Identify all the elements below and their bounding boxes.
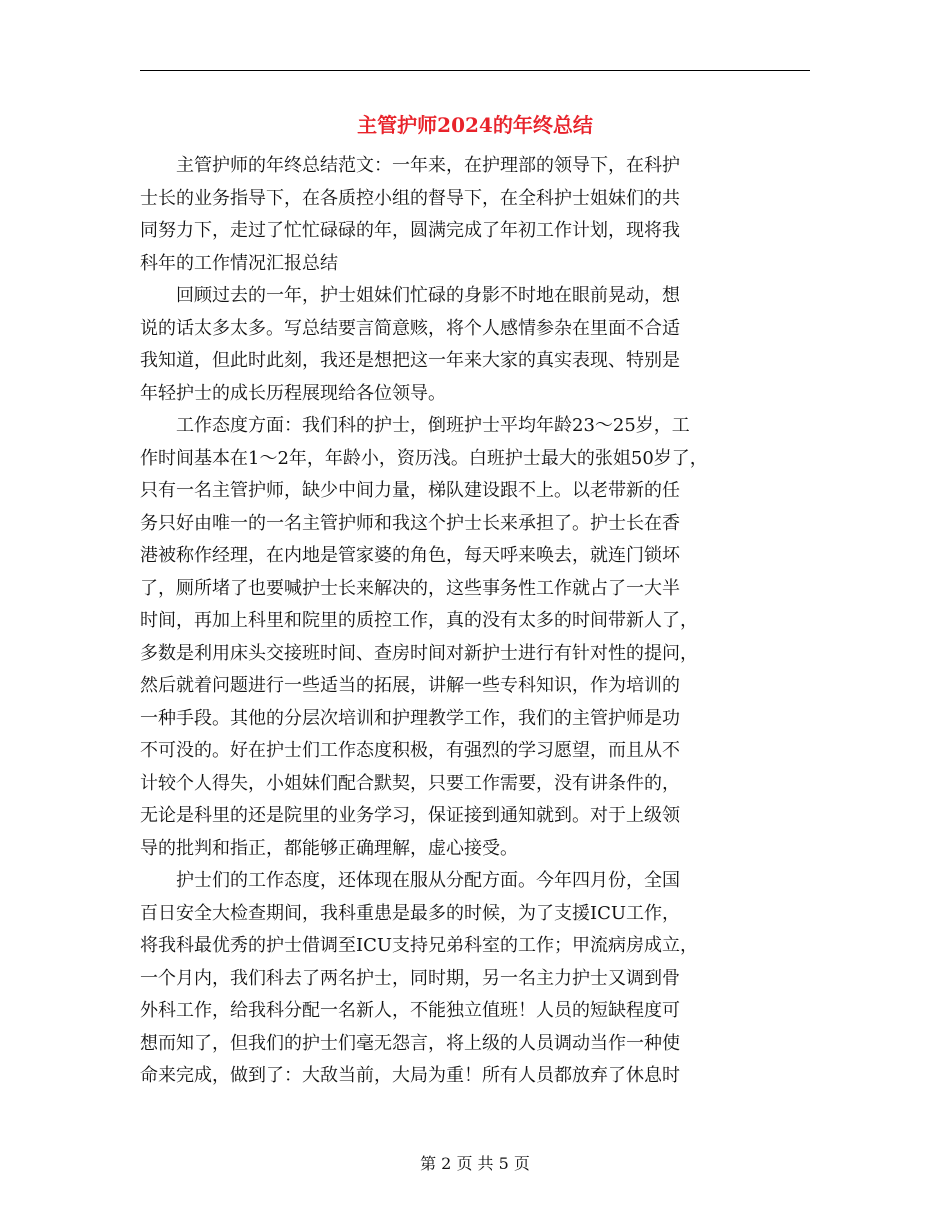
body-line: 工作态度方面：我们科的护士，倒班护士平均年龄23～25岁，工 xyxy=(140,415,690,436)
body-line: 务只好由唯一的一名主管护师和我这个护士长来承担了。护士长在香 xyxy=(140,512,680,534)
body-line: 时间，再加上科里和院里的质控工作，真的没有太多的时间带新人了， xyxy=(140,610,698,631)
body-line: 百日安全大检查期间，我科重患是最多的时候，为了支援ICU工作， xyxy=(140,902,681,924)
body-line: 一种手段。其他的分层次培训和护理教学工作，我们的主管护师是功 xyxy=(140,707,680,729)
body-line: 护士们的工作态度，还体现在服从分配方面。今年四月份，全国 xyxy=(140,870,680,891)
body-line: 只有一名主管护师，缺少中间力量，梯队建设跟不上。以老带新的任 xyxy=(140,480,680,501)
body-line: 不可没的。好在护士们工作态度积极，有强烈的学习愿望，而且从不 xyxy=(140,740,680,761)
body-line: 港被称作经理，在内地是管家婆的角色，每天呼来唤去，就连门锁坏 xyxy=(140,545,680,566)
body-line: 多数是利用床头交接班时间、查房时间对新护士进行有针对性的提问， xyxy=(140,642,698,664)
body-line: 导的批判和指正，都能够正确理解，虚心接受。 xyxy=(140,837,518,859)
body-line: 科年的工作情况汇报总结 xyxy=(140,252,338,274)
body-line: 我知道，但此时此刻，我还是想把这一年来大家的真实表现、特别是 xyxy=(140,350,680,371)
body-line: 士长的业务指导下，在各质控小组的督导下，在全科护士姐妹们的共 xyxy=(140,187,680,209)
body-line: 想而知了，但我们的护士们毫无怨言，将上级的人员调动当作一种使 xyxy=(140,1032,680,1054)
body-line: 作时间基本在1～2年，年龄小，资历浅。白班护士最大的张姐50岁了， xyxy=(140,447,708,469)
body-line: 命来完成，做到了：大敌当前，大局为重！所有人员都放弃了休息时 xyxy=(140,1065,680,1086)
body-line: 年轻护士的成长历程展现给各位领导。 xyxy=(140,382,446,404)
body-line: 主管护师的年终总结范文：一年来，在护理部的领导下，在科护 xyxy=(140,155,680,176)
body-line: 计较个人得失，小姐妹们配合默契，只要工作需要，没有讲条件的， xyxy=(140,772,680,794)
body-line: 然后就着问题进行一些适当的拓展，讲解一些专科知识，作为培训的 xyxy=(140,675,680,696)
document-title: 主管护师2024的年终总结 xyxy=(357,113,593,137)
header-rule xyxy=(140,70,810,71)
body-line: 同努力下，走过了忙忙碌碌的年，圆满完成了年初工作计划，现将我 xyxy=(140,220,680,241)
body-line: 一个月内，我们科去了两名护士，同时期，另一名主力护士又调到骨 xyxy=(140,967,680,989)
body-line: 无论是科里的还是院里的业务学习，保证接到通知就到。对于上级领 xyxy=(140,805,680,826)
body-line: 回顾过去的一年，护士姐妹们忙碌的身影不时地在眼前晃动，想 xyxy=(140,285,680,306)
body-line: 了，厕所堵了也要喊护士长来解决的，这些事务性工作就占了一大半 xyxy=(140,577,680,599)
body-line: 外科工作，给我科分配一名新人，不能独立值班！人员的短缺程度可 xyxy=(140,1000,680,1021)
page-number: 第 2 页 共 5 页 xyxy=(420,1154,530,1173)
body-line: 将我科最优秀的护士借调至ICU支持兄弟科室的工作；甲流病房成立， xyxy=(140,935,699,956)
document-body xyxy=(140,150,840,1093)
body-line: 说的话太多太多。写总结要言简意赅，将个人感情参杂在里面不合适 xyxy=(140,317,680,339)
